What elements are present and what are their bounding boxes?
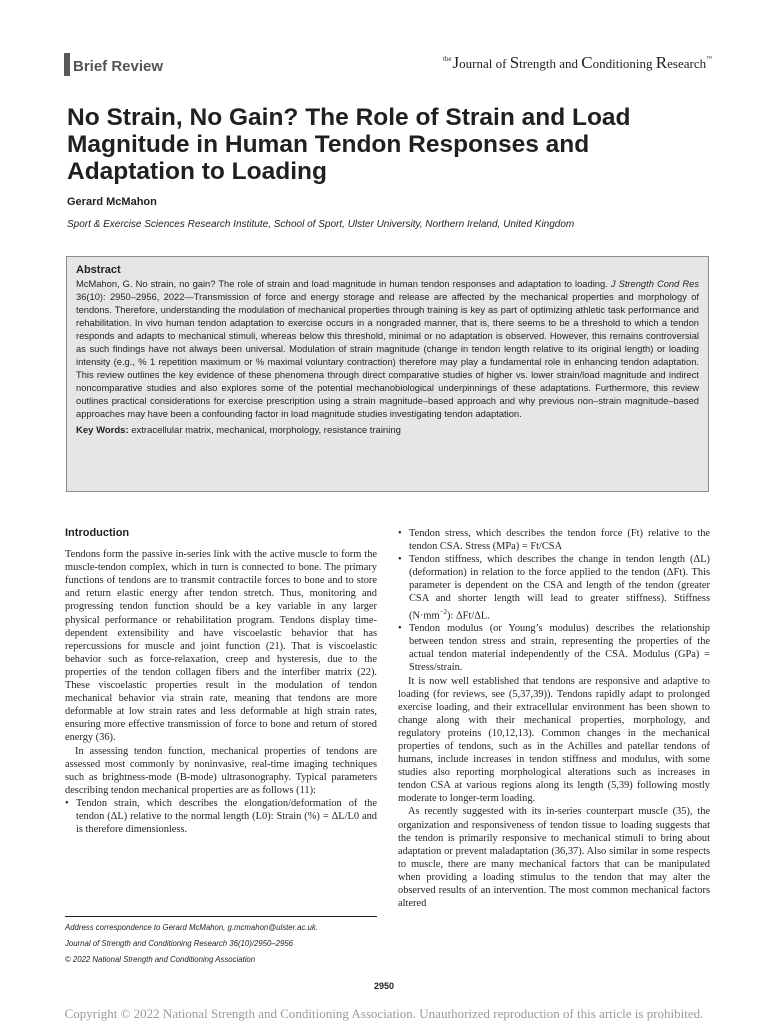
intro-paragraph-2: In assessing tendon function, mechanical properties of tendons are assessed most commonly by noninvasive, real-time imaging techniques such as brightness-mode (B-mode) ultrasonography. Typical parameters describing tendon mechanical properties are as follows (11): [65, 745, 377, 796]
keywords-label: Key Words: [76, 425, 129, 436]
abstract-box [66, 256, 709, 492]
article-title: No Strain, No Gain? The Role of Strain and Load Magnitude in Human Tendon Responses and Adaptation to Loading [67, 104, 631, 185]
citation-note: Journal of Strength and Conditioning Research 36(10)/2950–2956 [65, 939, 294, 948]
right-column [398, 527, 710, 910]
bullet-dot-icon: • [398, 623, 402, 635]
footnote-divider [65, 916, 377, 917]
author-affiliation: Sport & Exercise Sciences Research Institute, School of Sport, Ulster University, Northern Ireland, United Kingdom [67, 219, 575, 230]
author-name: Gerard McMahon [67, 196, 157, 208]
page-number: 2950 [373, 981, 395, 991]
intro-paragraph-4: As recently suggested with its in-series counterpart muscle (35), the organization and responsiveness of tendon tissue to loading suggests that the tendon is primarily responsive to mechanical stimuli to bring about adaptation or prevent maladaptation (36,37). Also similar in some respects to muscle, there are many mechanical factors that can be manipulated when providing a loading stimulus to the tendon that may alter the observed results of an intervention. The most common mechanical factors altered [398, 806, 710, 910]
copyright-notice: Copyright © 2022 National Strength and Conditioning Association. Unauthorized reproduction of this article is prohibited. [64, 1006, 704, 1021]
copyright-note: © 2022 National Strength and Conditioning Association [65, 955, 256, 964]
bullet-dot-icon: • [398, 528, 402, 539]
tendon-parameter-list-continued [398, 527, 710, 675]
bullet-tendon-strain: • Tendon strain, which describes the elongation/deformation of the tendon (ΔL) relative to the normal length (L0): Strain (%) = ΔL/L0 and is therefore dimensionless. [65, 797, 377, 836]
section-label: Brief Review [73, 58, 164, 75]
bullet-dot-icon: • [398, 554, 402, 566]
bullet-tendon-stress: • Tendon stress, which describes the tendon force (Ft) relative to the tendon CSA. Stress (MPa) = Ft/CSA [398, 528, 710, 553]
intro-paragraph-1: Tendons form the passive in-series link with the active muscle to form the muscle-tendon complex, which in turn is connected to bone. The primary functions of tendons are to transmit contractile forces to bone and to store and return elastic energy after tendon stretch. Thus, monitoring and progressing tendon function should be a key variable in any larger physical performance or rehabilitation program. Tendons display time-dependent extensibility and have viscoelastic behavior that has repercussions for muscle and joint function (21). That is viscoelastic behavior such as force-relaxation, creep and hysteresis, due to the properties of the tendon collagen fibers and the interfiber matrix (22). These viscoelastic properties result in the modulation of tendon mechanical behavior via strain rate, meaning that tendons are more deformable at low strain rates and less deformable at high strain rates, ensuring more effective transmission of force to bone and return of stored energy (36). [65, 549, 377, 744]
tendon-parameter-list [65, 797, 377, 836]
journal-name: $^{the}$Journal of Strength and Conditioning Research™ [442, 53, 712, 72]
bullet-tendon-stiffness: • Tendon stiffness, which describes the change in tendon length (ΔL) (deformation) in relation to the force applied to the tendon (ΔFt). This parameter is dependent on the CSA and length of the tendon (greater CSA and shorter length will lead to greater stiffness). Stiffness $(N\cdot mm^{-2})$: ΔFt/ΔL. [398, 554, 710, 622]
introduction-heading: Introduction [65, 527, 130, 539]
section-marker-bar [64, 53, 70, 76]
journal-abbrev: J Strength Cond Res [610, 279, 699, 289]
keywords-list: extracellular matrix, mechanical, morphology, resistance training [128, 425, 401, 436]
correspondence-note: Address correspondence to Gerard McMahon, g.mcmahon@ulster.ac.uk. [65, 923, 318, 932]
abstract-heading: Abstract [76, 264, 121, 276]
intro-paragraph-3: It is now well established that tendons are responsive and adaptive to loading (for reviews, see (5,37,39)). Tendons rapidly adapt to prolonged exercise loading, and their extracellular environment has been shown to change along with their mechanical properties, morphology, and regulatory proteins (10,12,13). Common changes in the mechanical properties of tendons, such as in the Achilles and patellar tendons of humans, include increases in tendon stiffness and modulus, with some studies also reporting morphological alterations such as increases in tendon CSA at various regions along its length (5,39) following mostly moderate to longer-term loading. [398, 675, 710, 805]
bullet-dot-icon: • [65, 797, 69, 809]
footnotes [65, 920, 377, 968]
bullet-tendon-modulus: • Tendon modulus (or Young’s modulus) describes the relationship between tendon stress and strain, representing the properties of the actual tendon material independently of the CSA. Modulus (GPa) = Stress/strain. [398, 623, 710, 674]
keywords [76, 424, 699, 437]
left-column [65, 527, 377, 836]
abstract-text: McMahon, G. No strain, no gain? The role of strain and load magnitude in human tendon responses and adaptation to loading. J Strength Cond Res 36(10): 2950–2956, 2022—Transmission of force and energy storage and release are affected by the mechanical properties and morphology of tendons. Therefore, understanding the modulation of mechanical properties through training is key as part of optimizing athletic task performance and rehabilitation. In vivo human tendon adaptation to exercise occurs in a nongraded manner, that is, there seems to be a threshold to which a tendon responds and adapts to mechanical stimuli, whereas below this threshold, minimal or no adaptation is observed. However, this remains controversial as such findings have not always been universal. Modulation of strain magnitude (change in tendon length relative to its original length) or loading intensity (e.g., % 1 repetition maximum or % maximal voluntary contraction) therefore may play a fundamental role in enhancing tendon adaptation. This review outlines the key evidence of these phenomena through direct comparative studies of higher vs. lower strain/load magnitude and indirect noncomparative studies and also explores some of the potential mechanobiological underpinnings of these adaptations. Furthermore, this review outlines practical considerations for exercise prescription using a strain magnitude–based approach and why previous non–strain magnitude–based approaches may have been a confounding factor in load magnitude studies investigating tendon adaptation. [76, 279, 699, 419]
